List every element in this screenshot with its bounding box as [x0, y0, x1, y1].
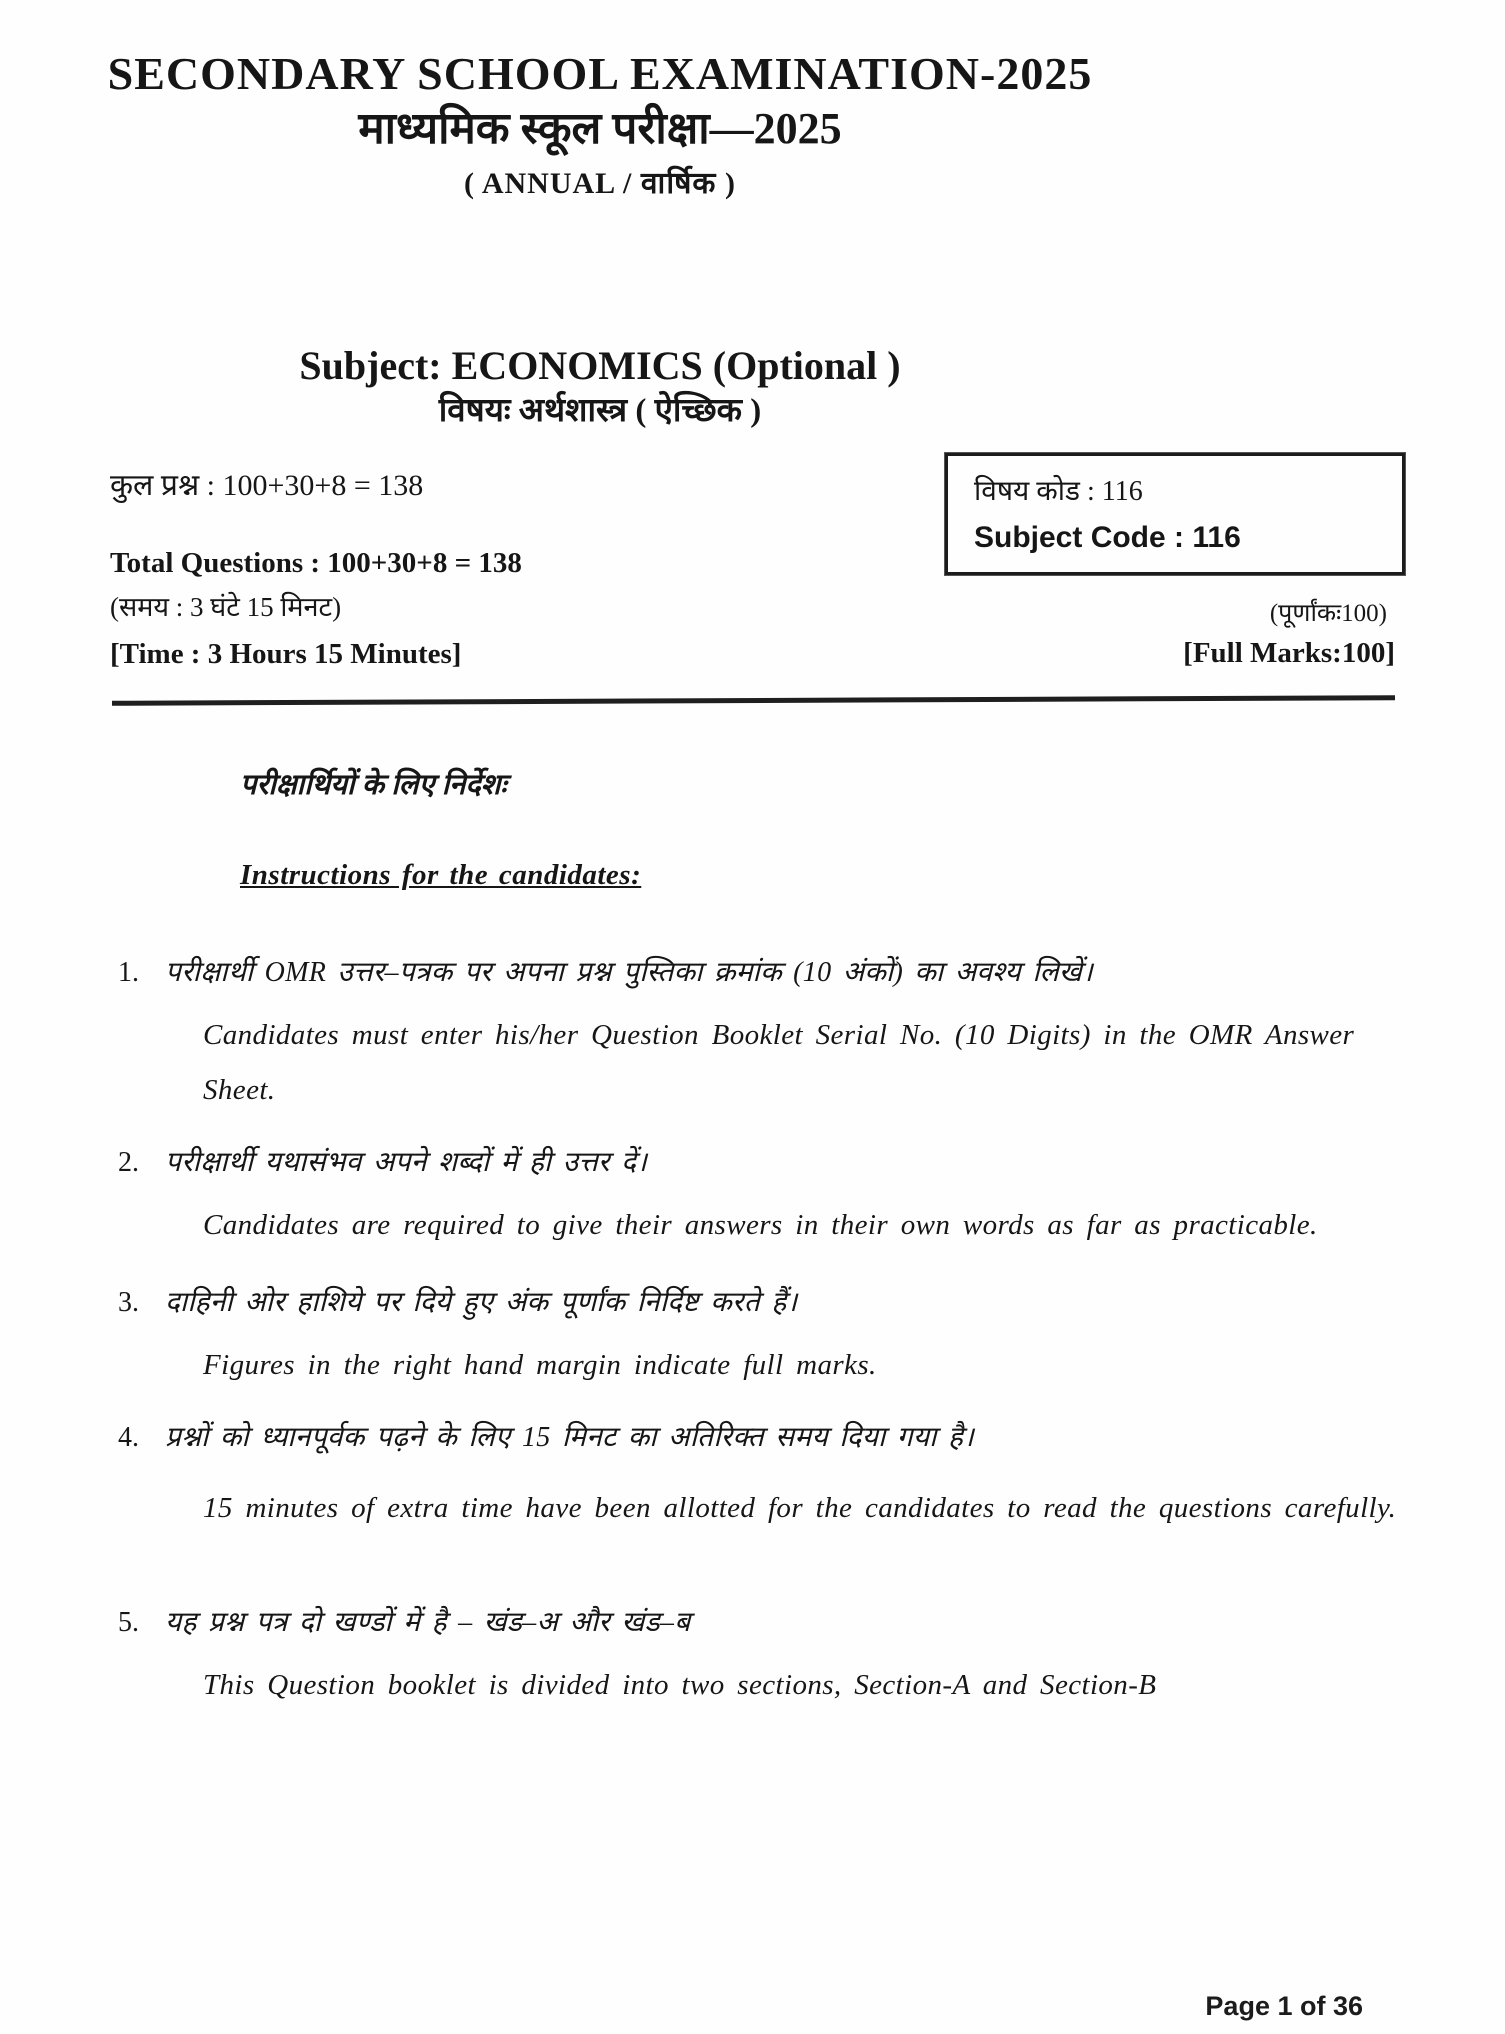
- instruction-item-2: [110, 1128, 1405, 1253]
- item-number: 5.: [118, 1606, 139, 1638]
- exam-meta-left: [110, 453, 790, 678]
- instructions-heading-hindi: परीक्षार्थियों के लिए निर्देशः: [240, 768, 507, 801]
- subject-code-english: Subject Code : 116: [974, 520, 1241, 554]
- annual-line: ( ANNUAL / वार्षिक ): [464, 166, 736, 200]
- item-text-english: This Question booklet is divided into two sections, Section-A and Section-B: [203, 1668, 1157, 1701]
- horizontal-rule: [112, 695, 1395, 706]
- time-hindi: (समय : 3 घंटे 15 मिनट): [110, 592, 342, 623]
- total-questions-hindi: कुल प्रश्न : 100+30+8 = 138: [110, 468, 424, 502]
- full-marks-english: [Full Marks:100]: [1183, 637, 1395, 670]
- instruction-item-4: [110, 1403, 1405, 1543]
- instructions-heading-english: Instructions for the candidates:: [240, 859, 642, 892]
- item-text-english: 15 minutes of extra time have been allotted for the candidates to read the questions carefully.: [203, 1491, 1397, 1524]
- item-text-hindi: प्रश्नों को ध्यानपूर्वक पढ़ने के लिए 15 मिनट का अतिरिक्त समय दिया गया है।: [165, 1421, 975, 1453]
- exam-meta-right: [945, 453, 1405, 678]
- item-number: 3.: [118, 1286, 139, 1318]
- item-text-hindi: परीक्षार्थी यथासंभव अपने शब्दों में ही उत्तर दें।: [165, 1146, 648, 1178]
- instructions-list: [110, 938, 1405, 1713]
- exam-meta-row: [110, 453, 1405, 678]
- item-text-english: Candidates must enter his/her Question Booklet Serial No. (10 Digits) in the OMR Answer Sheet.: [203, 1018, 1355, 1106]
- exam-title-english: SECONDARY SCHOOL EXAMINATION-2025: [107, 48, 1093, 99]
- item-number: 2.: [118, 1146, 139, 1178]
- instruction-item-1: [110, 938, 1405, 1118]
- exam-title-hindi: माध्यमिक स्कूल परीक्षा—2025: [358, 103, 842, 153]
- item-number: 1.: [118, 956, 139, 988]
- page-number: Page 1 of 36: [1205, 1991, 1363, 2021]
- item-text-hindi: परीक्षार्थी OMR उत्तर–पत्रक पर अपना प्रश्न पुस्तिका क्रमांक (10 अंकों) का अवश्य लिखें।: [165, 956, 1093, 988]
- instruction-item-3: [110, 1268, 1405, 1393]
- subject-code-box: [945, 453, 1405, 575]
- time-english: [Time : 3 Hours 15 Minutes]: [110, 638, 462, 671]
- total-questions-english: Total Questions : 100+30+8 = 138: [110, 546, 522, 579]
- subject-title-english: Subject: ECONOMICS (Optional ): [299, 342, 901, 388]
- subject-code-hindi: विषय कोड : 116: [974, 475, 1143, 507]
- subject-title-hindi: विषयः अर्थशास्त्र ( ऐच्छिक ): [438, 392, 762, 429]
- item-text-english: Candidates are required to give their answers in their own words as far as practicable.: [203, 1208, 1318, 1241]
- item-text-hindi: यह प्रश्न पत्र दो खण्डों में है – खंड–अ और खंड–ब: [165, 1606, 691, 1638]
- item-text-english: Figures in the right hand margin indicate full marks.: [203, 1348, 877, 1381]
- exam-header: [30, 48, 1170, 433]
- item-number: 4.: [118, 1421, 139, 1453]
- item-text-hindi: दाहिनी ओर हाशिये पर दिये हुए अंक पूर्णांक निर्दिष्ट करते हैं।: [165, 1286, 798, 1318]
- instruction-item-5: [110, 1588, 1405, 1713]
- instructions-section: [110, 765, 1405, 1713]
- full-marks-hindi: (पूर्णांकः100): [1269, 599, 1387, 627]
